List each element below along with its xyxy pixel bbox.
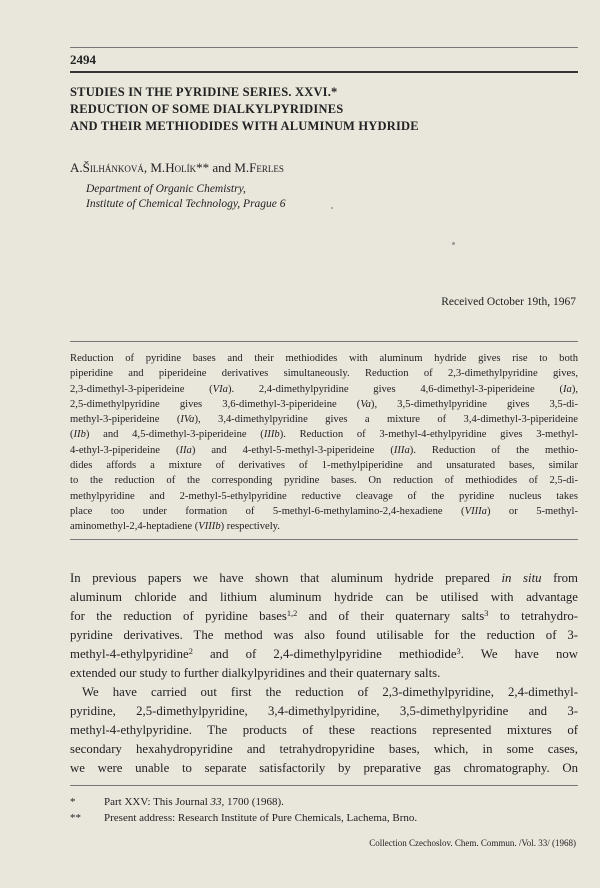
title-line-3: AND THEIR METHIODIDES WITH ALUMINUM HYDRIDE [70, 119, 419, 133]
title-line-2: REDUCTION OF SOME DIALKYLPYRIDINES [70, 102, 344, 116]
abstract-line: (IIb) and 4,5-dimethyl-3-piperideine (IIIb). Reduction of 3-methyl-4-ethylpyridine gives 3-methyl- [70, 429, 579, 441]
page-number: 2494 [70, 52, 96, 67]
abstract-line: 2,3-dimethyl-3-piperideine (VIa). 2,4-dimethylpyridine gives 4,6-dimethyl-3-piperideine (Ia), [70, 383, 578, 395]
paper-speck [452, 242, 455, 245]
body-line: In previous papers we have shown that aluminum hydride prepared in situ from [70, 571, 578, 585]
author-list: A.Šilhánková, M.Holík** and M.Ferles [70, 160, 284, 175]
author-name: Holík [165, 160, 197, 175]
abstract-line: dides affords a mixture of derivatives of 1-methylpiperidine and unsaturated bases, similar [70, 460, 578, 472]
abstract-line: place too under formation of 5-methyl-6-methylamino-2,4-hexadiene (VIIIa) or 5-methyl- [70, 505, 578, 517]
author-name: Šilhánková [82, 160, 144, 175]
affiliation: Department of Organic Chemistry, Institute of Chemical Technology, Prague 6 [86, 183, 286, 210]
abstract-line: to the reduction of the corresponding pyridine bases. On reduction of methiodides of 2,5-di- [70, 475, 578, 487]
body-line: secondary hexahydropyridine and tetrahydropyridine bases, which, in some cases, [70, 742, 578, 756]
body-line: aluminum chloride and lithium aluminum hydride can be utilised with advantage [70, 590, 578, 604]
body-text [70, 569, 578, 778]
abstract-line: 2,5-dimethylpyridine gives 3,6-dimethyl-3-piperideine (Va), 3,5-dimethylpyridine gives 3,5-di- [70, 398, 578, 410]
article-title [70, 84, 570, 135]
title-line-1: STUDIES IN THE PYRIDINE SERIES. XXVI.* [70, 85, 338, 99]
author-name: Ferles [249, 160, 284, 175]
body-line: We have carried out first the reduction of 2,3-dimethylpyridine, 2,4-dimethyl- [82, 685, 578, 699]
journal-citation-footer: Collection Czechoslov. Chem. Commun. /Vol. 33/ (1968) [369, 838, 576, 848]
footnote: * Part XXV: This Journal 33, 1700 (1968). [70, 796, 284, 808]
abstract-line: methylpyridine and 2-methyl-5-ethylpyridine reductive cleavage of the pyridine nucleus takes [70, 490, 578, 502]
abstract-line: aminomethyl-2,4-heptadiene (VIIIb) respectively. [70, 521, 280, 533]
footnotes [70, 794, 418, 826]
abstract-line: piperidine and piperideine derivatives simultaneously. Reduction of 2,3-dimethylpyridine gives, [70, 368, 578, 380]
received-date: Received October 19th, 1967 [441, 296, 576, 308]
body-line: pyridine derivatives. The method was also found utilisable for the reduction of 3- [70, 628, 578, 642]
abstract-top-rule [70, 341, 578, 342]
abstract-bottom-rule [70, 539, 578, 540]
footnote-mark: ** [70, 812, 81, 824]
body-line: methyl-4-ethylpyridine$^2$ and of 2,4-dimethylpyridine methiodide$^3$. We have now [70, 646, 579, 661]
abstract-line: 4-ethyl-3-piperideine (IIa) and 4-ethyl-5-methyl-3-piperideine (IIIa). Reduction of the methio- [70, 444, 578, 456]
body-line: methyl-4-ethylpyridine. The products of these reactions represented mixtures of [70, 723, 578, 737]
footnote: ** Present address: Research Institute of Pure Chemicals, Lachema, Brno. [70, 812, 418, 824]
header-rule [70, 71, 578, 73]
top-rule [70, 47, 578, 48]
footnote-mark: * [70, 796, 76, 808]
abstract-line: Reduction of pyridine bases and their methiodides with aluminum hydride gives rise to both [70, 353, 578, 364]
body-line: we were unable to separate satisfactorily by preparative gas chromatography. On [70, 761, 578, 775]
footnote-rule [70, 785, 578, 786]
body-line: pyridine, 2,5-dimethylpyridine, 3,4-dimethylpyridine, 3,5-dimethylpyridine and 3- [70, 704, 578, 718]
abstract [70, 351, 578, 535]
body-line: extended our study to further dialkylpyridines and their quaternary salts. [70, 666, 441, 680]
paper-speck [331, 207, 333, 209]
abstract-line: methyl-3-piperideine (IVa), 3,4-dimethylpyridine gives a mixture of 3,4-dimethyl-3-piperideine [70, 414, 578, 426]
body-line: for the reduction of pyridine bases$^{1,2}$ and of their quaternary salts$^3$ to tetrahydro- [70, 608, 579, 623]
author-footnote-mark: ** [196, 160, 210, 175]
